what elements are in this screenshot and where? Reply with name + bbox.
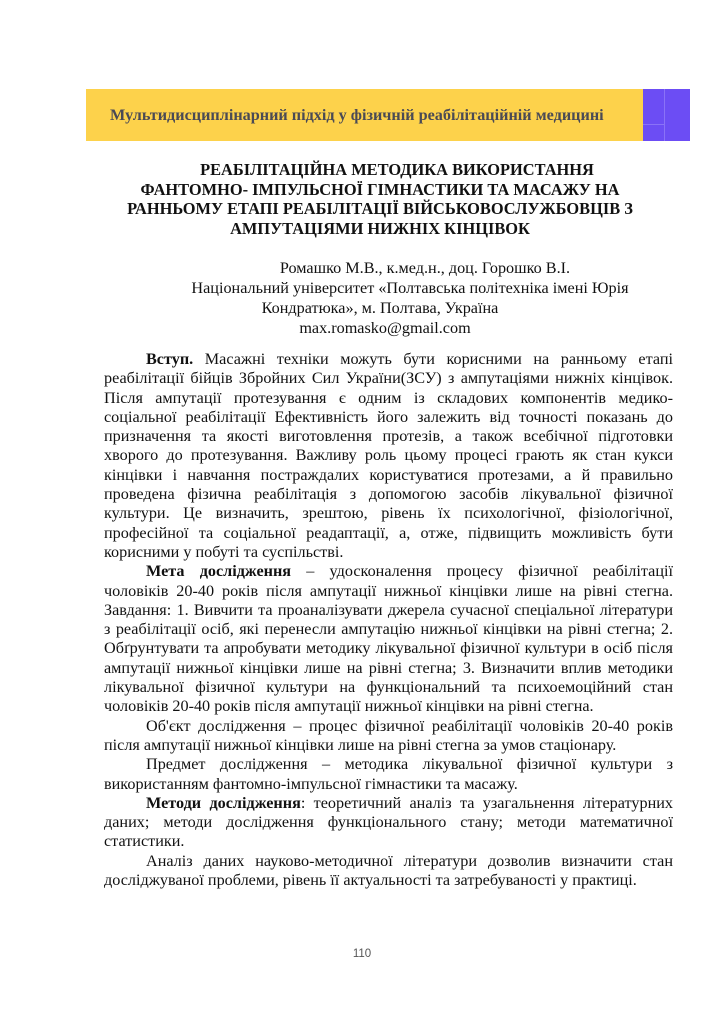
intro-lead: Вступ.	[146, 350, 194, 368]
accent-divider-horizontal	[643, 124, 664, 125]
banner-title: Мультидисциплінарний підхід у фізичній реабілітаційній медицині	[110, 105, 604, 124]
article-body	[104, 350, 673, 890]
banner-accent-block	[643, 89, 690, 141]
methods-text: : теоретичний аналіз та узагальнення літературних даних; методи дослідження функціонального стану; методи математичної статистики.	[104, 793, 673, 851]
paragraph-aim	[104, 562, 673, 716]
title-line: ФАНТОМНО- ІМПУЛЬСНОЇ ГІМНАСТИКИ ТА МАСАЖУ НА	[140, 179, 620, 199]
methods-lead: Методи дослідження	[146, 793, 301, 812]
title-line: РАННЬОМУ ЕТАПІ РЕАБІЛІТАЦІЇ ВІЙСЬКОВОСЛУЖБОВЦІВ З	[127, 199, 633, 218]
aim-lead: Мета дослідження	[146, 562, 292, 581]
author-block	[170, 258, 650, 338]
title-line: АМПУТАЦІЯМИ НИЖНІХ КІНЦІВОК	[230, 218, 530, 238]
paragraph-analysis: Аналіз даних науково-методичної літератури дозволив визначити стан досліджуваної проблеми, рівень її актуальності та затребуваності у практиці.	[104, 851, 673, 890]
author-email[interactable]: max.romasko@gmail.com	[299, 319, 471, 337]
page-number: 110	[352, 948, 372, 960]
accent-divider-vertical	[664, 89, 665, 141]
paragraph-intro	[104, 350, 673, 562]
paragraph-subject: Предмет дослідження – методика лікувальної фізичної культури з використанням фантомно-імпульсної гімнастики та масажу.	[104, 755, 673, 793]
affiliation-continued: Кондратюка», м. Полтава, Україна	[261, 299, 499, 317]
author-names: Ромашко М.В., к.мед.н., доц. Горошко В.І.	[279, 259, 571, 277]
affiliation: Національний університет «Полтавська політехніка імені Юрія	[191, 279, 629, 297]
header-banner	[86, 89, 643, 141]
intro-text: Масажні техніки можуть бути корисними на ранньому етапі реабілітації бійців Збройних Сил України(ЗСУ) з ампутаціями нижніх кінцівок. Після ампутації протезування є одним із складових компонентів медико- соціальної реабілітації Ефективність його залежить від точності показань до призначення та якості виготовлення протезів, а також всебічної підготовки хворого до протезування. Важливу роль цьому процесі грають як стан кукси кінцівки і навчання постраждалих користуватися протезами, а й правильно проведена фізична реабілітація з допомогою засобів лікувальної фізичної культури. Це визначить, зрештою, рівень їх психологічної, фізіологічної, професійної та соціальної реадаптації, а, отже, підвищить можливість бути корисними у побуті та суспільстві.	[104, 350, 673, 561]
paragraph-object: Об'єкт дослідження – процес фізичної реабілітації чоловіків 20-40 років після ампутації нижньої кінцівки лише на рівні стегна за умов стаціонару.	[104, 716, 673, 754]
aim-text: – удосконалення процесу фізичної реабілітації чоловіків 20-40 років після ампутації нижньої кінцівки лише на рівні стегна. Завдання: 1. Вивчити та проаналізувати джерела сучасної спеціальної літератури з реабілітації осіб, які перенесли ампутацію нижньої кінцівки на рівні стегна; 2. Обґрунтувати та апробувати методику лікувальної фізичної культури в осіб після ампутації нижньої кінцівки лише на рівні стегна; 3. Визначити вплив методики лікувальної фізичної культури на функціональний та психоемоційний стан чоловіків 20-40 років після ампутації нижньої кінцівки на рівні стегна.	[104, 562, 673, 716]
paragraph-methods	[104, 794, 673, 852]
title-line: РЕАБІЛІТАЦІЙНА МЕТОДИКА ВИКОРИСТАННЯ	[200, 160, 594, 179]
article-title	[120, 160, 640, 238]
